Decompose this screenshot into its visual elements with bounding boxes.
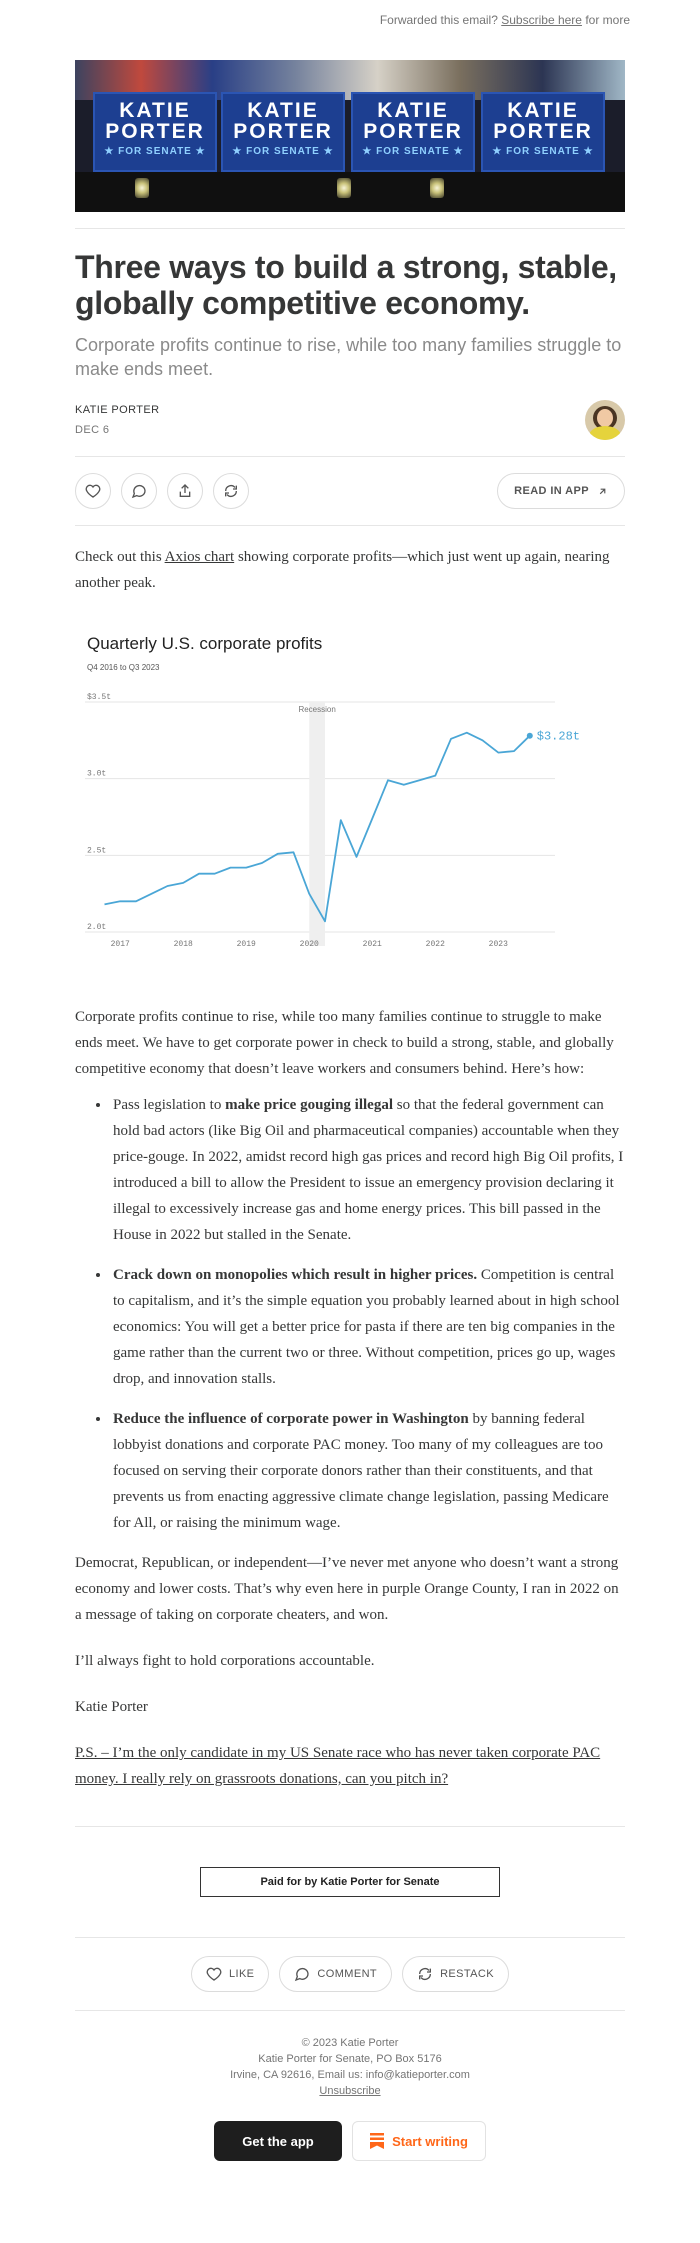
y-tick-label: $3.5t	[87, 693, 112, 702]
divider	[75, 2010, 625, 2011]
post-actions	[75, 457, 625, 525]
chart-title: Quarterly U.S. corporate profits	[87, 634, 323, 653]
x-tick-label: 2021	[362, 940, 382, 949]
share-icon	[177, 483, 193, 499]
lantern-icon	[337, 178, 351, 198]
end-value-label: $3.28t	[536, 729, 581, 744]
recession-shading	[309, 702, 325, 946]
intro-text: Check out this	[75, 549, 162, 565]
proposal-text: Competition is central to capitalism, and it’s the simple equation you probably learned about in high school economics: You will get a better price for pasta if there are ten big companies in the game rather than the current two or three. Without competition, prices go up, wages drop, and innovation stalls.	[113, 1267, 620, 1387]
byline	[75, 396, 625, 444]
sign-first-name: KATIE	[247, 99, 319, 122]
like-button[interactable]	[75, 473, 111, 509]
sign-first-name: KATIE	[119, 99, 191, 122]
post-subtitle: Corporate profits continue to rise, while too many families struggle to make ends meet.	[75, 335, 622, 379]
address-line-1: Katie Porter for Senate, PO Box 5176	[258, 2053, 442, 2065]
paid-for-wrapper	[75, 1867, 625, 1897]
restack-label: RESTACK	[440, 1968, 495, 1980]
banner-sign	[351, 92, 475, 172]
footer-restack-button[interactable]	[402, 1956, 509, 1992]
y-tick-label: 2.5t	[87, 846, 107, 856]
x-tick-label: 2023	[488, 940, 508, 949]
proposal-item	[111, 1262, 625, 1392]
header-banner-image	[75, 60, 625, 212]
footer-actions	[75, 1938, 625, 2010]
start-writing-label: Start writing	[392, 2133, 468, 2149]
sign-first-name: KATIE	[377, 99, 449, 122]
donate-link[interactable]: P.S. – I’m the only candidate in my US Senate race who has never taken corporate PAC money. I really rely on grassroots donations, can you pitch in?	[75, 1745, 601, 1787]
sign-last-name: PORTER	[363, 120, 463, 143]
author-name[interactable]: KATIE PORTER	[75, 404, 160, 416]
proposal-text: by banning federal lobbyist donations and corporate PAC money. Too many of my colleagues are too focused on serving their corporate donors rather than their constituents, and that prevents us from enacting aggressive climate change legislation, passing Medicare for All, or raising the minimum wage.	[113, 1411, 609, 1531]
divider	[75, 228, 625, 229]
lantern-icon	[135, 178, 149, 198]
arrow-up-right-icon	[597, 486, 608, 497]
sign-subtitle: ★ FOR SENATE ★	[232, 146, 334, 157]
heart-icon	[206, 1966, 222, 1982]
post-title: Three ways to build a strong, stable, globally competitive economy.	[75, 249, 617, 321]
profits-series	[105, 730, 581, 922]
proposal-item	[111, 1406, 625, 1536]
subscribe-link[interactable]: Subscribe here	[501, 13, 582, 27]
proposal-heading: make price gouging illegal	[225, 1097, 394, 1113]
forward-text: Forwarded this email?	[379, 13, 498, 27]
restack-button[interactable]	[213, 473, 249, 509]
banner-sign	[221, 92, 345, 172]
proposal-text: so that the federal government can hold bad actors (like Big Oil and pharmaceutical companies) accountable when they price-gouge. In 2022, amidst record high gas prices and record high Big Oil profits, I introduced a bill to allow the President to issue an emergency provision declaring it illegal to excessively increase gas and home energy prices. This bill passed in the House in 2022 but stalled in the Senate.	[113, 1097, 624, 1243]
unsubscribe-link[interactable]: Unsubscribe	[319, 2085, 381, 2097]
proposal-text: Pass legislation to	[113, 1097, 226, 1113]
ps-paragraph	[75, 1740, 625, 1792]
sign-subtitle: ★ FOR SENATE ★	[362, 146, 464, 157]
substack-logo-icon	[370, 2133, 384, 2149]
y-tick-label: 2.0t	[87, 923, 107, 932]
restack-icon	[223, 483, 239, 499]
signoff: Katie Porter	[75, 1699, 148, 1715]
last-point-marker	[527, 733, 533, 739]
banner-sign	[481, 92, 605, 172]
comment-button[interactable]	[121, 473, 157, 509]
x-axis-ticks	[111, 940, 508, 949]
intro-text-end: showing corporate profits—which just went up again, nearing another peak.	[75, 549, 610, 591]
read-in-app-label: READ IN APP	[514, 485, 589, 497]
body-paragraph-2: Democrat, Republican, or independent—I’ve never met anyone who doesn’t want a strong economy and lower costs. That’s why even here in purple Orange County, I ran in 2022 on a message of taking on corporate cheaters, and won.	[75, 1555, 619, 1623]
sign-last-name: PORTER	[105, 120, 205, 143]
read-in-app-button[interactable]	[497, 473, 625, 509]
forward-notice	[0, 0, 700, 60]
post-container	[75, 60, 625, 2161]
profits-chart	[75, 624, 625, 984]
x-tick-label: 2017	[110, 940, 130, 949]
paid-for-disclaimer: Paid for by Katie Porter for Senate	[200, 1867, 500, 1897]
x-tick-label: 2018	[173, 940, 193, 949]
avatar-face	[597, 409, 613, 427]
proposal-heading: Crack down on monopolies which result in higher prices.	[113, 1267, 478, 1283]
comment-icon	[294, 1966, 310, 1982]
proposal-heading: Reduce the influence of corporate power in Washington	[113, 1411, 469, 1427]
author-avatar[interactable]	[585, 400, 625, 440]
sign-last-name: PORTER	[233, 120, 333, 143]
app-buttons	[75, 2121, 625, 2161]
footer-comment-button[interactable]	[279, 1956, 392, 1992]
intro-paragraph	[75, 544, 625, 596]
restack-icon	[417, 1966, 433, 1982]
x-tick-label: 2019	[236, 940, 256, 949]
body-paragraph-3: I’ll always fight to hold corporations accountable.	[75, 1653, 375, 1669]
y-tick-label: 3.0t	[87, 769, 107, 779]
y-axis-ticks	[87, 693, 111, 932]
like-label: LIKE	[228, 1968, 255, 1980]
divider	[75, 1826, 625, 1827]
lantern-icon	[430, 178, 444, 198]
post-date: DEC 6	[75, 424, 110, 436]
footer-address	[75, 2035, 625, 2099]
chart-subtitle: Q4 2016 to Q3 2023	[87, 663, 160, 672]
start-writing-button[interactable]	[352, 2121, 486, 2161]
comment-icon	[131, 483, 147, 499]
axios-chart-link[interactable]: Axios chart	[164, 549, 235, 565]
forward-suffix: for more	[585, 13, 630, 27]
body-paragraph-1: Corporate profits continue to rise, while too many families continue to struggle to make ends meet. We have to get corporate power in check to build a strong, stable, and globally competitive economy that doesn’t leave workers and consumers behind. Here’s how:	[75, 1009, 614, 1077]
heart-icon	[85, 483, 101, 499]
banner-sign	[93, 92, 217, 172]
chart-svg	[75, 624, 625, 984]
footer-like-button[interactable]	[191, 1956, 269, 1992]
x-tick-label: 2022	[425, 940, 445, 949]
sign-last-name: PORTER	[493, 120, 593, 143]
divider	[75, 525, 625, 526]
proposal-item	[111, 1092, 625, 1248]
sign-subtitle: ★ FOR SENATE ★	[492, 146, 594, 157]
sign-first-name: KATIE	[507, 99, 579, 122]
share-button[interactable]	[167, 473, 203, 509]
copyright: © 2023 Katie Porter	[301, 2037, 399, 2049]
sign-subtitle: ★ FOR SENATE ★	[104, 146, 206, 157]
recession-label: Recession	[298, 705, 336, 714]
x-tick-label: 2020	[299, 940, 319, 949]
get-app-button[interactable]: Get the app	[214, 2121, 342, 2161]
recession-band	[298, 702, 335, 946]
comment-label: COMMENT	[317, 1968, 378, 1980]
address-line-2: Irvine, CA 92616, Email us: info@katieporter.com	[230, 2069, 470, 2081]
avatar-shirt	[589, 426, 621, 440]
proposals-list	[111, 1092, 625, 1536]
